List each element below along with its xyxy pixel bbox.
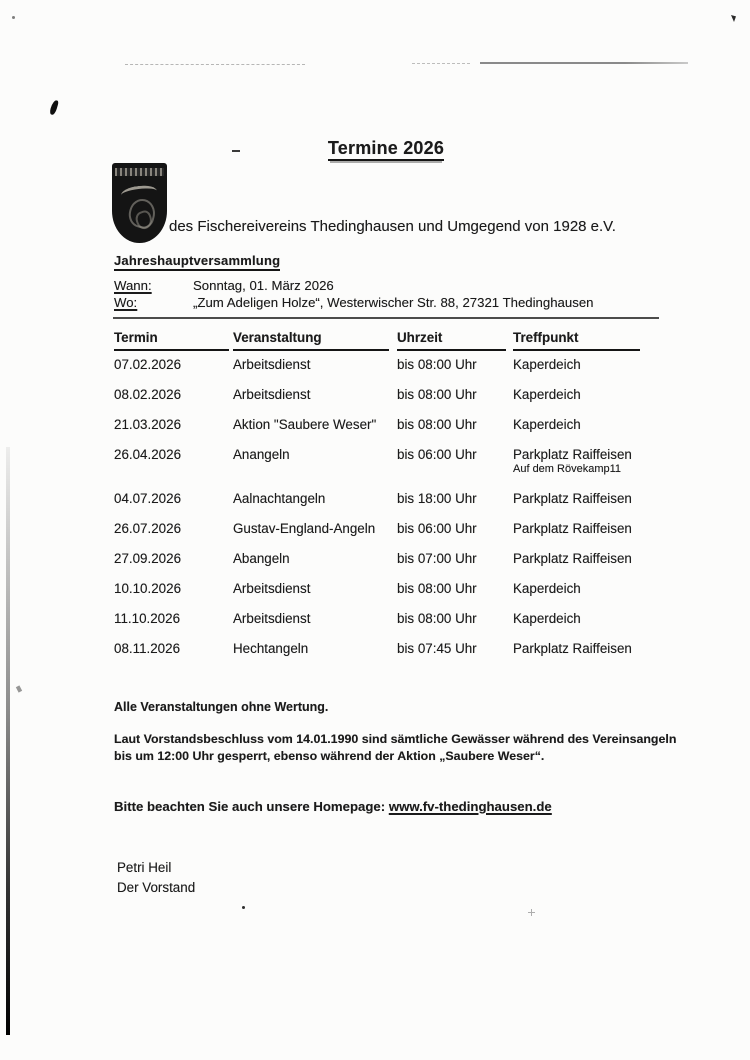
closing-line-petri-heil: Petri Heil [117, 860, 172, 875]
note-board-resolution [114, 731, 676, 764]
event-name: Arbeitsdienst [233, 387, 311, 402]
event-date: 10.10.2026 [114, 581, 182, 596]
event-place: Kaperdeich [513, 387, 581, 402]
table-row [114, 612, 660, 626]
homepage-url: www.fv-thedinghausen.de [388, 799, 552, 814]
scan-artifact-edge-line [6, 447, 10, 1035]
event-time: bis 08:00 Uhr [397, 357, 477, 372]
scan-artifact-mark [731, 15, 736, 22]
note-board-resolution-line1: Laut Vorstandsbeschluss vom 14.01.1990 sind sämtliche Gewässer während des Vereinsangeln [114, 732, 677, 746]
event-time: bis 08:00 Uhr [397, 417, 477, 432]
crest-text-band [115, 168, 164, 176]
table-row [114, 388, 660, 402]
note-no-scoring: Alle Veranstaltungen ohne Wertung. [114, 700, 329, 714]
column-header-treffpunkt: Treffpunkt [513, 330, 660, 351]
homepage-prefix: Bitte beachten Sie auch unsere Homepage: [114, 799, 389, 814]
event-date: 21.03.2026 [114, 417, 182, 432]
table-row [114, 358, 660, 372]
schedule-table-body [114, 358, 660, 672]
organization-line: des Fischereivereins Thedinghausen und Umgegend von 1928 e.V. [169, 218, 616, 235]
event-place: Parkplatz Raiffeisen [513, 551, 632, 566]
scan-artifact-dot [12, 16, 15, 19]
table-row [114, 552, 660, 566]
event-name: Aktion "Saubere Weser" [233, 417, 377, 432]
column-header-uhrzeit: Uhrzeit [397, 330, 513, 351]
event-time: bis 06:00 Uhr [397, 521, 477, 536]
scan-artifact-ink-mark [49, 99, 59, 115]
event-place: Parkplatz Raiffeisen [513, 521, 632, 536]
event-name: Hechtangeln [233, 641, 309, 656]
event-date: 27.09.2026 [114, 551, 182, 566]
event-date: 26.07.2026 [114, 521, 182, 536]
event-time: bis 08:00 Uhr [397, 581, 477, 596]
event-name: Arbeitsdienst [233, 611, 311, 626]
where-value: „Zum Adeligen Holze“, Westerwischer Str. 88, 27321 Thedinghausen [193, 294, 594, 310]
when-value: Sonntag, 01. März 2026 [193, 278, 334, 293]
event-place-note: Auf dem Rövekamp11 [513, 463, 622, 475]
table-row [114, 642, 660, 656]
event-place [513, 448, 660, 476]
event-date: 07.02.2026 [114, 357, 182, 372]
table-row [114, 522, 660, 536]
event-name: Gustav-England-Angeln [233, 521, 376, 536]
table-row [114, 448, 660, 476]
event-date: 11.10.2026 [114, 611, 181, 626]
event-time: bis 08:00 Uhr [397, 611, 477, 626]
event-place: Kaperdeich [513, 611, 581, 626]
scan-artifact-dot [242, 906, 245, 909]
table-row [114, 418, 660, 432]
event-place-main: Parkplatz Raiffeisen [513, 447, 632, 462]
event-place: Kaperdeich [513, 581, 581, 596]
event-time: bis 08:00 Uhr [397, 387, 477, 402]
event-date: 26.04.2026 [114, 447, 182, 462]
scan-artifact-dashed-line [125, 64, 305, 65]
meeting-details [114, 278, 594, 311]
page-title [113, 138, 659, 159]
closing-signature [117, 858, 195, 897]
event-place: Parkplatz Raiffeisen [513, 641, 632, 656]
event-name: Aalnachtangeln [233, 491, 326, 506]
table-header-row [114, 330, 660, 351]
event-time: bis 18:00 Uhr [397, 491, 477, 506]
when-label: Wann: [114, 278, 152, 293]
event-date: 08.02.2026 [114, 387, 182, 402]
scan-artifact-dashed-line [412, 63, 470, 64]
event-time: bis 07:00 Uhr [397, 551, 477, 566]
event-time: bis 07:45 Uhr [397, 641, 477, 656]
page-title-text: Termine 2026 [328, 138, 444, 161]
table-row [114, 582, 660, 596]
where-label: Wo: [114, 294, 138, 310]
table-row [114, 492, 660, 506]
column-header-veranstaltung: Veranstaltung [233, 330, 397, 351]
meeting-when-row [114, 278, 594, 295]
column-header-termin: Termin [114, 330, 233, 351]
homepage-line [114, 799, 552, 814]
scan-artifact-mark [16, 685, 22, 692]
event-time: bis 06:00 Uhr [397, 447, 477, 462]
event-place: Parkplatz Raiffeisen [513, 491, 632, 506]
horizontal-divider [113, 317, 659, 319]
event-name: Arbeitsdienst [233, 581, 311, 596]
closing-line-vorstand: Der Vorstand [117, 879, 196, 895]
meeting-where-row [114, 295, 594, 312]
event-place: Kaperdeich [513, 417, 581, 432]
note-board-resolution-line2: bis um 12:00 Uhr gesperrt, ebenso während der Aktion „Saubere Weser“. [114, 748, 545, 763]
scan-artifact-plus [528, 909, 535, 916]
scan-artifact-line [480, 62, 688, 64]
event-date: 04.07.2026 [114, 491, 182, 506]
event-name: Abangeln [233, 551, 290, 566]
club-crest-logo [112, 163, 167, 243]
event-date: 08.11.2026 [114, 641, 181, 656]
event-name: Anangeln [233, 447, 290, 462]
event-place: Kaperdeich [513, 357, 581, 372]
event-name: Arbeitsdienst [233, 357, 311, 372]
meeting-heading: Jahreshauptversammlung [114, 253, 280, 271]
